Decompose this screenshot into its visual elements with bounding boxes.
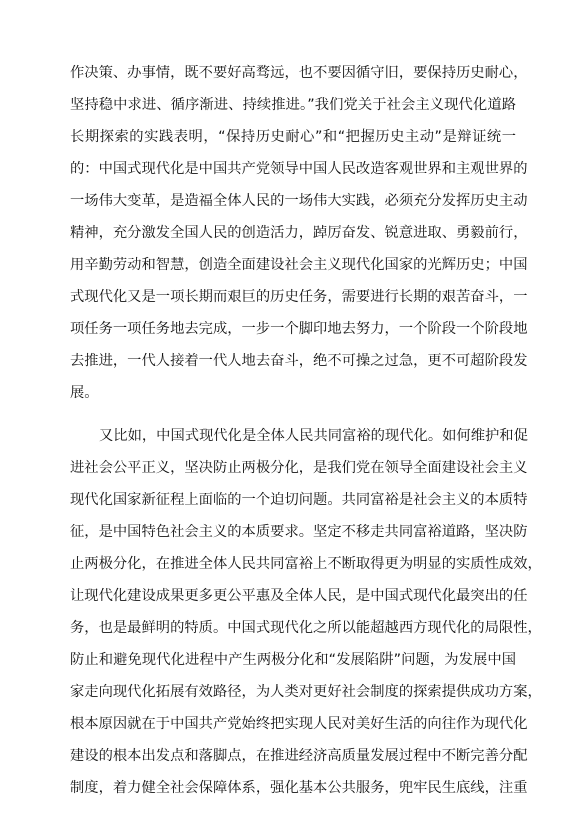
text-line: 又比如，中国式现代化是全体人民共同富裕的现代化。如何维护和促 xyxy=(99,428,528,444)
text-line: 防止和避免现代化进程中产生两极分化和“发展陷阱”问题，为发展中国 xyxy=(70,652,516,668)
text-line: 止两极分化，在推进全体人民共同富裕上不断取得更为明显的实质性成效， xyxy=(70,556,542,572)
text-line: 务，也是最鲜明的特质。中国式现代化之所以能超越西方现代化的局限性， xyxy=(70,620,542,636)
paragraph-2 xyxy=(70,420,542,804)
text-line: 展。 xyxy=(70,385,99,401)
text-line: 作决策、办事情，既不要好高骛远，也不要因循守旧，要保持历史耐心， xyxy=(70,65,528,81)
text-line: 式现代化又是一项长期而艰巨的历史任务，需要进行长期的艰苦奋斗，一 xyxy=(70,289,528,305)
text-line: 根本原因就在于中国共产党始终把实现人民对美好生活的向往作为现代化 xyxy=(70,716,528,732)
text-line: 长期探索的实践表明，“保持历史耐心”和“把握历史主动”是辩证统一 xyxy=(70,129,516,145)
text-line: 现代化国家新征程上面临的一个迫切问题。共同富裕是社会主义的本质特 xyxy=(70,492,528,508)
paragraph-1 xyxy=(70,57,528,409)
text-line: 进社会公平正义，坚决防止两极分化，是我们党在领导全面建设社会主义 xyxy=(70,460,528,476)
text-line: 用辛勤劳动和智慧，创造全面建设社会主义现代化国家的光辉历史；中国 xyxy=(70,257,528,273)
text-line: 项任务一项任务地去完成，一步一个脚印地去努力，一个阶段一个阶段地 xyxy=(70,321,528,337)
text-line: 精神，充分激发全国人民的创造活力，踔厉奋发、锐意进取、勇毅前行， xyxy=(70,225,528,241)
text-line: 的：中国式现代化是中国共产党领导中国人民改造客观世界和主观世界的 xyxy=(70,161,528,177)
text-line: 征，是中国特色社会主义的本质要求。坚定不移走共同富裕道路，坚决防 xyxy=(70,524,528,540)
text-line: 坚持稳中求进、循序渐进、持续推进。”我们党关于社会主义现代化道路 xyxy=(70,97,516,113)
text-line: 让现代化建设成果更多更公平惠及全体人民，是中国式现代化最突出的任 xyxy=(70,588,528,604)
text-line: 一场伟大变革，是造福全体人民的一场伟大实践，必须充分发挥历史主动 xyxy=(70,193,528,209)
text-line: 制度，着力健全社会保障体系，强化基本公共服务，兜牢民生底线，注重 xyxy=(70,780,528,796)
text-line: 去推进，一代人接着一代人地去奋斗，绝不可操之过急，更不可超阶段发 xyxy=(70,353,528,369)
text-line: 建设的根本出发点和落脚点，在推进经济高质量发展过程中不断完善分配 xyxy=(70,748,528,764)
text-line: 家走向现代化拓展有效路径，为人类对更好社会制度的探索提供成功方案， xyxy=(70,684,542,700)
